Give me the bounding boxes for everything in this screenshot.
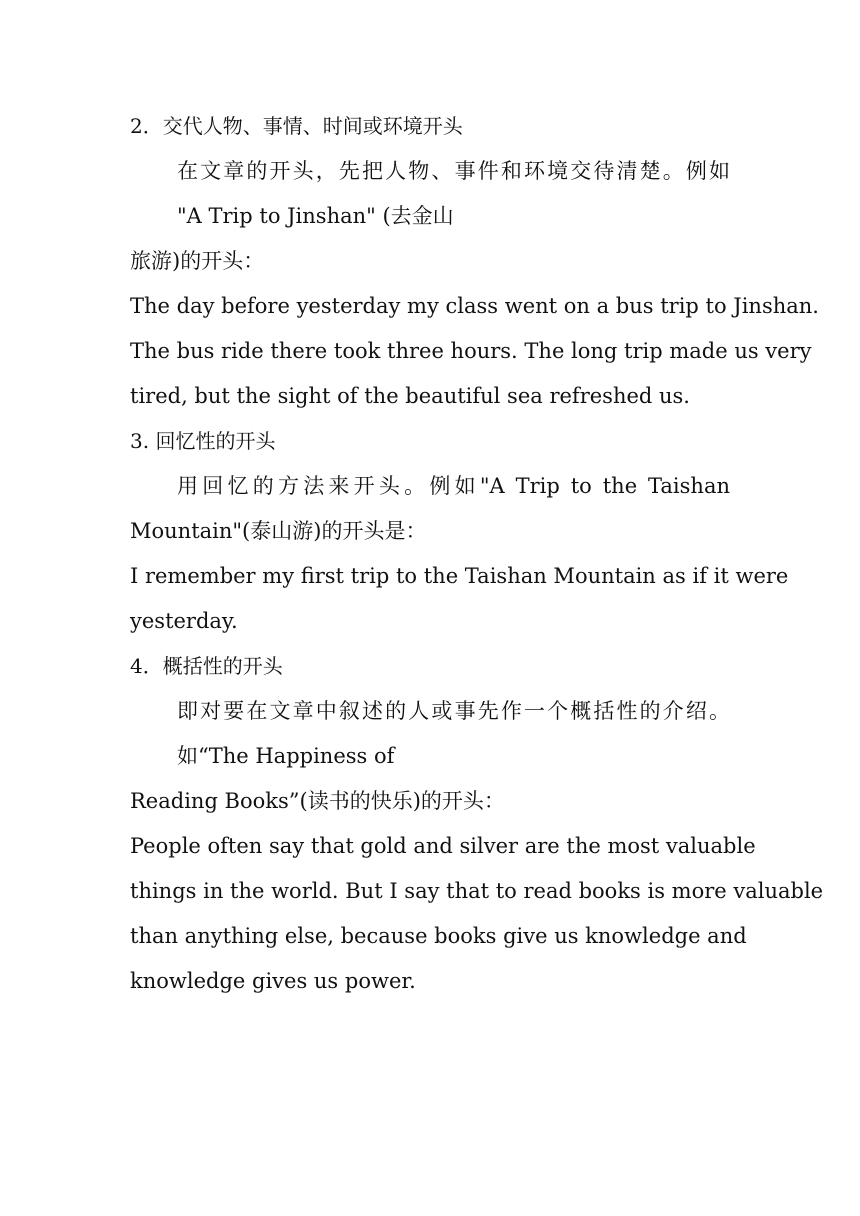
example-line: I remember my first trip to the Taishan Mountain as if it were	[130, 564, 789, 588]
example-line: things in the world. But I say that to read books is more valuable	[130, 879, 824, 903]
example-line: yesterday.	[130, 609, 238, 633]
example-line: tired, but the sight of the beautiful sea refreshed us.	[130, 384, 690, 408]
example-line: People often say that gold and silver are the most valuable	[130, 834, 756, 858]
example-line: The bus ride there took three hours. The long trip made us very	[130, 339, 812, 363]
paragraph-line: 在文章的开头，先把人物、事件和环境交待清楚。例如	[177, 159, 730, 183]
paragraph-line: 如“The Happiness of	[177, 744, 395, 768]
example-line: than anything else, because books give us knowledge and	[130, 924, 747, 948]
section-heading-3: 3. 回忆性的开头	[130, 429, 276, 453]
section-heading-2: 2．交代人物、事情、时间或环境开头	[130, 114, 463, 138]
paragraph-line: 旅游)的开头：	[130, 249, 265, 273]
paragraph-line: Reading Books”(读书的快乐)的开头：	[130, 789, 505, 813]
paragraph-line: 即对要在文章中叙述的人或事先作一个概括性的介绍。	[177, 699, 730, 723]
paragraph-line: "A Trip to Jinshan" (去金山	[177, 204, 454, 228]
paragraph-line: Mountain"(泰山游)的开头是：	[130, 519, 427, 543]
section-heading-4: 4．概括性的开头	[130, 654, 283, 678]
paragraph-line: 用回忆的方法来开头。例如"A Trip to the Taishan	[177, 474, 730, 498]
example-line: knowledge gives us power.	[130, 969, 416, 993]
example-line: The day before yesterday my class went on a bus trip to Jinshan.	[130, 294, 819, 318]
